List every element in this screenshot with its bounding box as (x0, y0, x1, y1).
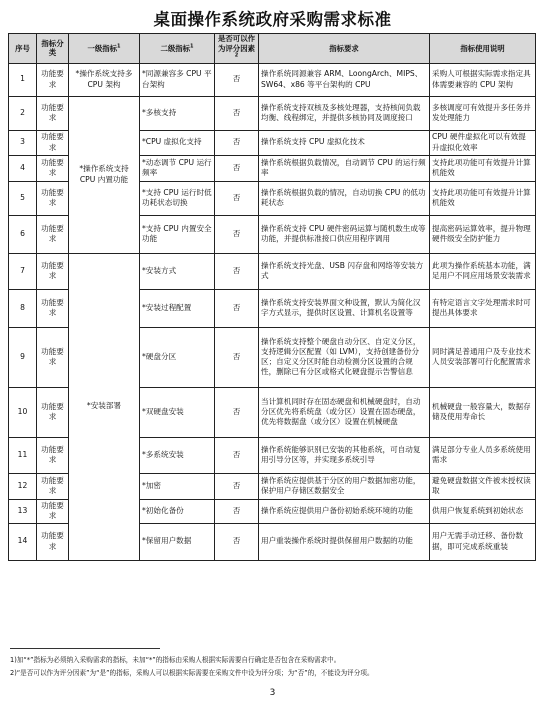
level2-cell: *多核支持 (140, 96, 215, 130)
scoring-cell: 否 (215, 253, 259, 289)
usage-cell: 满足部分专业人员多系统使用需求 (430, 437, 536, 473)
row-category: 功能要求 (37, 289, 69, 327)
row-category: 功能要求 (37, 215, 69, 253)
usage-cell: 有特定语言文字处理需求时可提出具体要求 (430, 289, 536, 327)
scoring-cell: 否 (215, 327, 259, 387)
row-seq: 13 (9, 499, 37, 523)
usage-cell: CPU 硬件虚拟化可以有效提升虚拟化效率 (430, 130, 536, 155)
row-seq: 2 (9, 96, 37, 130)
requirement-cell: 操作系统支持光盘、USB 闪存盘和网络等安装方式 (259, 253, 430, 289)
header-category: 指标分类 (37, 34, 69, 64)
scoring-cell: 否 (215, 215, 259, 253)
footnote-2: 2)“是否可以作为评分因素”为“是”的指标，采购人可以根据实际需要在采购文件中设为评分项；为“否”的，不能设为评分项。 (10, 669, 374, 677)
requirement-cell: 操作系统根据负载情况，自动调节 CPU 的运行频率 (259, 155, 430, 181)
requirement-cell: 操作系统应提供基于分区的用户数据加密功能，保护用户存储区数据安全 (259, 473, 430, 499)
usage-cell: 避免硬盘数据文件被未授权读取 (430, 473, 536, 499)
usage-cell: 支持此项功能可有效提升计算机能效 (430, 181, 536, 215)
scoring-cell: 否 (215, 181, 259, 215)
requirement-cell: 操作系统根据负载的情况，自动切换 CPU 的低功耗状态 (259, 181, 430, 215)
requirement-cell: 操作系统支持 CPU 虚拟化技术 (259, 130, 430, 155)
level2-cell: *保留用户数据 (140, 523, 215, 560)
row-seq: 1 (9, 63, 37, 96)
row-seq: 6 (9, 215, 37, 253)
level2-cell: *安装过程配置 (140, 289, 215, 327)
row-seq: 8 (9, 289, 37, 327)
usage-cell: 机械硬盘一般容量大，数据存储及使用寿命长 (430, 387, 536, 437)
usage-cell: 供用户恢复系统到初始状态 (430, 499, 536, 523)
scoring-cell: 否 (215, 289, 259, 327)
level2-cell: *支持 CPU 内置安全功能 (140, 215, 215, 253)
usage-cell: 同时满足普通用户及专业技术人员安装部署可行化配置需求 (430, 327, 536, 387)
level2-cell: *安装方式 (140, 253, 215, 289)
row-category: 功能要求 (37, 155, 69, 181)
row-category: 功能要求 (37, 387, 69, 437)
scoring-cell: 否 (215, 437, 259, 473)
scoring-cell: 否 (215, 523, 259, 560)
requirement-cell: 用户重装操作系统时提供保留用户数据的功能 (259, 523, 430, 560)
row-category: 功能要求 (37, 327, 69, 387)
row-category: 功能要求 (37, 63, 69, 96)
level2-cell: *动态调节 CPU 运行频率 (140, 155, 215, 181)
row-seq: 7 (9, 253, 37, 289)
row-category: 功能要求 (37, 130, 69, 155)
footnote-divider (10, 648, 160, 649)
requirements-table (8, 33, 536, 561)
level2-cell: *双硬盘安装 (140, 387, 215, 437)
requirement-cell: 操作系统支持安装界面文种设置，默认为简化汉字方式显示，提供时区设置、计算机名设置等 (259, 289, 430, 327)
row-seq: 4 (9, 155, 37, 181)
footnote-1: 1)加“*”指标为必须纳入采购需求的指标，未加“*”的指标由采购人根据实际需要自行确定是否包含在采购需求中。 (10, 656, 341, 664)
header-seq: 序号 (9, 34, 37, 64)
row-category: 功能要求 (37, 499, 69, 523)
row-seq: 14 (9, 523, 37, 560)
level2-cell: *加密 (140, 473, 215, 499)
level2-cell: *支持 CPU 运行时低功耗状态切换 (140, 181, 215, 215)
usage-cell: 用户无需手动迁移、备份数据，即可完成系统重装 (430, 523, 536, 560)
row-seq: 12 (9, 473, 37, 499)
requirement-cell: 操作系统应提供用户备份初始系统环境的功能 (259, 499, 430, 523)
row-seq: 11 (9, 437, 37, 473)
level2-cell: *CPU 虚拟化支持 (140, 130, 215, 155)
header-level2: 二级指标$^1$ (140, 34, 215, 64)
level1-cell: *操作系统支持多 CPU 架构 (69, 63, 140, 96)
scoring-cell: 否 (215, 130, 259, 155)
row-seq: 5 (9, 181, 37, 215)
row-seq: 9 (9, 327, 37, 387)
row-seq: 3 (9, 130, 37, 155)
row-category: 功能要求 (37, 523, 69, 560)
table-row (9, 63, 536, 96)
usage-cell: 此项为操作系统基本功能，满足用户不同应用场景安装需求 (430, 253, 536, 289)
scoring-cell: 否 (215, 499, 259, 523)
table-row (9, 96, 536, 130)
header-requirement: 指标要求 (259, 34, 430, 64)
row-category: 功能要求 (37, 181, 69, 215)
page-title: 桌面操作系统政府采购需求标准 (153, 10, 392, 29)
row-category: 功能要求 (37, 473, 69, 499)
requirement-cell: 操作系统能够识别已安装的其他系统，可自动复用引导分区等，并实现多系统引导 (259, 437, 430, 473)
row-category: 功能要求 (37, 437, 69, 473)
row-seq: 10 (9, 387, 37, 437)
usage-cell: 多核调度可有效提升多任务并发处理能力 (430, 96, 536, 130)
level2-cell: *同源兼容多 CPU 平台架构 (140, 63, 215, 96)
level2-cell: *初始化备份 (140, 499, 215, 523)
requirement-cell: 操作系统支持双核及多核处理器，支持核间负载均衡、线程绑定，并提供多核协同及调度接口 (259, 96, 430, 130)
requirement-cell: 当计算机同时存在固态硬盘和机械硬盘时，自动分区优先将系统盘（或分区）设置在固态硬盘，优先将数据盘（或分区）设置在机械硬盘 (259, 387, 430, 437)
usage-cell: 采购人可根据实际需求指定具体需要兼容的 CPU 架构 (430, 63, 536, 96)
usage-cell: 支持此项功能可有效提升计算机能效 (430, 155, 536, 181)
scoring-cell: 否 (215, 387, 259, 437)
level2-cell: *硬盘分区 (140, 327, 215, 387)
level2-cell: *多系统安装 (140, 437, 215, 473)
header-level1: 一级指标$^1$ (69, 34, 140, 64)
table-header-row (9, 34, 536, 64)
header-scoring: 是否可以作为评分因素$^2$ (215, 34, 259, 64)
scoring-cell: 否 (215, 63, 259, 96)
level1-cell: *安装部署 (69, 253, 140, 560)
row-category: 功能要求 (37, 96, 69, 130)
requirement-cell: 操作系统支持整个硬盘自动分区、自定义分区，支持逻辑分区配置（如 LVM），支持创建备份分区；自定义分区时能自动检测分区设置的合规性，删除已有分区或格式化硬盘提示告警信息 (259, 327, 430, 387)
page-number: 3 (269, 688, 276, 698)
requirement-cell: 操作系统支持 CPU 硬件密码运算与随机数生成等功能，并提供标准接口供应用程序调用 (259, 215, 430, 253)
level1-cell: *操作系统支持 CPU 内置功能 (69, 96, 140, 253)
scoring-cell: 否 (215, 155, 259, 181)
header-usage: 指标使用说明 (430, 34, 536, 64)
row-category: 功能要求 (37, 253, 69, 289)
requirement-cell: 操作系统同源兼容 ARM、LoongArch、MIPS、SW64、x86 等平台架构的 CPU (259, 63, 430, 96)
usage-cell: 提高密码运算效率，提升物理硬件级安全防护能力 (430, 215, 536, 253)
scoring-cell: 否 (215, 96, 259, 130)
scoring-cell: 否 (215, 473, 259, 499)
table-row (9, 253, 536, 289)
